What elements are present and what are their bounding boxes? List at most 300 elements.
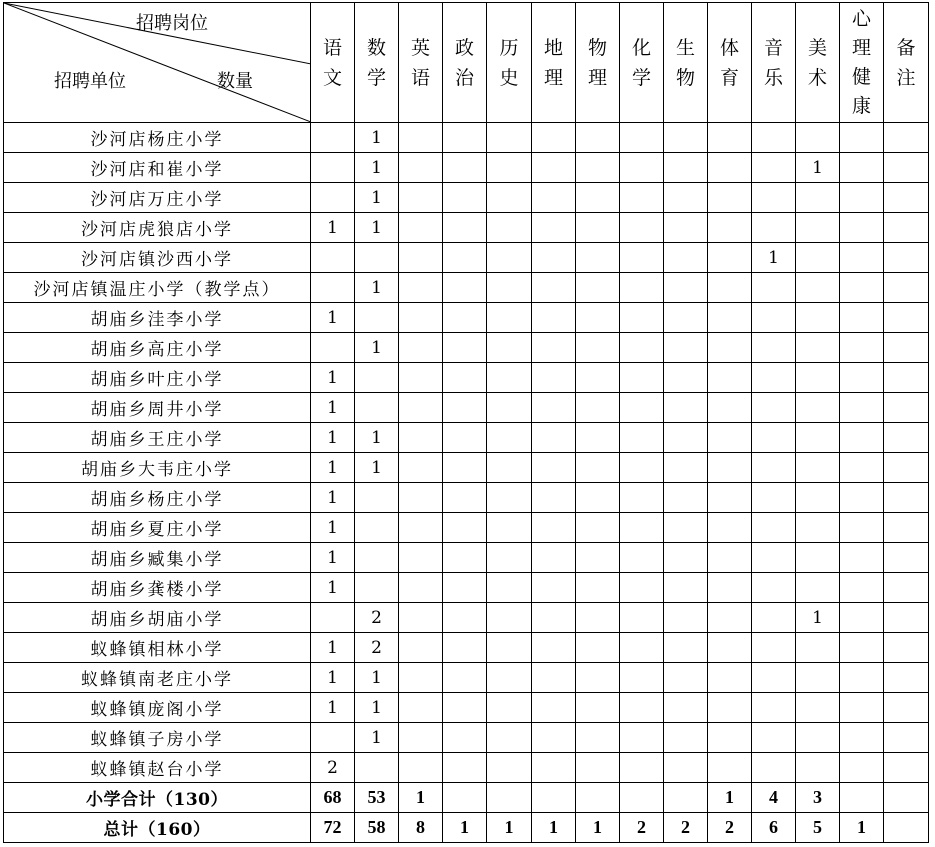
count-cell: 1 xyxy=(311,513,355,543)
count-cell xyxy=(311,273,355,303)
count-cell xyxy=(664,663,708,693)
count-cell: 1 xyxy=(355,273,399,303)
count-cell: 1 xyxy=(355,663,399,693)
count-cell xyxy=(708,363,752,393)
count-cell xyxy=(399,303,443,333)
count-cell: 1 xyxy=(532,813,576,843)
count-cell: 1 xyxy=(576,813,620,843)
count-cell: 1 xyxy=(796,153,840,183)
table-row xyxy=(4,543,929,573)
count-cell: 2 xyxy=(620,813,664,843)
count-cell xyxy=(443,543,487,573)
count-cell xyxy=(620,603,664,633)
count-cell xyxy=(840,483,884,513)
table-row xyxy=(4,573,929,603)
count-cell xyxy=(752,333,796,363)
count-cell: 1 xyxy=(355,213,399,243)
count-cell xyxy=(664,633,708,663)
count-cell xyxy=(884,813,929,843)
count-cell xyxy=(708,483,752,513)
count-cell xyxy=(576,603,620,633)
header-row xyxy=(4,3,929,123)
count-cell xyxy=(532,213,576,243)
count-cell xyxy=(532,123,576,153)
count-cell xyxy=(487,273,532,303)
unit-name-cell: 蚁蜂镇南老庄小学 xyxy=(4,663,311,693)
count-cell xyxy=(487,423,532,453)
count-cell xyxy=(664,333,708,363)
count-cell xyxy=(708,393,752,423)
count-cell xyxy=(576,183,620,213)
count-cell xyxy=(884,273,929,303)
count-cell xyxy=(664,363,708,393)
unit-name-cell: 胡庙乡高庄小学 xyxy=(4,333,311,363)
count-cell xyxy=(532,483,576,513)
count-cell: 1 xyxy=(443,813,487,843)
count-cell xyxy=(576,393,620,423)
count-cell xyxy=(840,513,884,543)
count-cell xyxy=(620,213,664,243)
subject-header: 物理 xyxy=(576,3,620,123)
subject-header: 政治 xyxy=(443,3,487,123)
count-cell xyxy=(708,123,752,153)
count-cell xyxy=(532,303,576,333)
count-cell xyxy=(576,303,620,333)
count-cell xyxy=(664,723,708,753)
count-cell xyxy=(443,633,487,663)
subject-header: 地理 xyxy=(532,3,576,123)
count-cell xyxy=(355,753,399,783)
count-cell xyxy=(443,213,487,243)
count-cell xyxy=(796,573,840,603)
unit-name-cell: 沙河店虎狼店小学 xyxy=(4,213,311,243)
count-cell xyxy=(620,633,664,663)
unit-label: 招聘单位 xyxy=(54,71,126,92)
unit-name-cell: 沙河店杨庄小学 xyxy=(4,123,311,153)
count-cell xyxy=(399,453,443,483)
count-cell xyxy=(796,123,840,153)
count-cell xyxy=(840,363,884,393)
count-cell xyxy=(620,123,664,153)
count-cell: 1 xyxy=(355,423,399,453)
count-cell: 3 xyxy=(796,783,840,813)
count-cell xyxy=(487,543,532,573)
count-cell xyxy=(752,363,796,393)
count-cell xyxy=(576,423,620,453)
count-cell xyxy=(884,453,929,483)
subject-header: 语文 xyxy=(311,3,355,123)
subject-header: 英语 xyxy=(399,3,443,123)
subject-header: 美术 xyxy=(796,3,840,123)
count-cell xyxy=(399,363,443,393)
count-cell xyxy=(443,303,487,333)
count-cell: 5 xyxy=(796,813,840,843)
unit-name-cell: 小学合计（130） xyxy=(4,783,311,813)
count-cell xyxy=(796,273,840,303)
count-cell xyxy=(532,723,576,753)
table-row xyxy=(4,243,929,273)
count-cell xyxy=(884,603,929,633)
count-cell xyxy=(664,393,708,423)
count-cell xyxy=(576,213,620,243)
count-cell: 1 xyxy=(311,573,355,603)
count-cell xyxy=(311,723,355,753)
count-cell xyxy=(620,483,664,513)
count-cell xyxy=(532,393,576,423)
table-row xyxy=(4,183,929,213)
count-cell xyxy=(620,663,664,693)
count-cell xyxy=(884,183,929,213)
count-cell xyxy=(443,753,487,783)
count-cell xyxy=(532,273,576,303)
count-cell xyxy=(399,183,443,213)
count-cell xyxy=(355,513,399,543)
count-cell: 58 xyxy=(355,813,399,843)
count-cell xyxy=(620,453,664,483)
count-cell xyxy=(708,723,752,753)
count-cell xyxy=(752,513,796,543)
count-cell xyxy=(576,123,620,153)
unit-name-cell: 胡庙乡胡庙小学 xyxy=(4,603,311,633)
count-cell xyxy=(399,513,443,543)
count-label: 数量 xyxy=(217,71,253,92)
count-cell xyxy=(796,663,840,693)
count-cell xyxy=(355,393,399,423)
count-cell xyxy=(576,483,620,513)
count-cell xyxy=(443,783,487,813)
count-cell xyxy=(884,393,929,423)
table-row xyxy=(4,153,929,183)
count-cell xyxy=(399,663,443,693)
count-cell xyxy=(487,123,532,153)
count-cell xyxy=(355,303,399,333)
count-cell xyxy=(399,573,443,603)
unit-name-cell: 胡庙乡洼李小学 xyxy=(4,303,311,333)
count-cell xyxy=(576,783,620,813)
count-cell xyxy=(532,543,576,573)
subject-header: 生物 xyxy=(664,3,708,123)
count-cell xyxy=(796,333,840,363)
table-row xyxy=(4,723,929,753)
count-cell xyxy=(576,573,620,603)
count-cell xyxy=(840,693,884,723)
subject-header: 备注 xyxy=(884,3,929,123)
count-cell xyxy=(399,753,443,783)
count-cell xyxy=(796,723,840,753)
count-cell: 1 xyxy=(355,123,399,153)
count-cell xyxy=(576,693,620,723)
count-cell xyxy=(399,153,443,183)
count-cell xyxy=(487,483,532,513)
count-cell xyxy=(355,363,399,393)
count-cell: 1 xyxy=(311,423,355,453)
count-cell: 1 xyxy=(311,393,355,423)
count-cell xyxy=(664,453,708,483)
unit-name-cell: 沙河店镇沙西小学 xyxy=(4,243,311,273)
count-cell xyxy=(840,663,884,693)
count-cell xyxy=(487,153,532,183)
count-cell xyxy=(487,333,532,363)
count-cell xyxy=(576,723,620,753)
count-cell xyxy=(399,213,443,243)
count-cell xyxy=(443,723,487,753)
table-row xyxy=(4,753,929,783)
count-cell xyxy=(487,183,532,213)
count-cell xyxy=(796,213,840,243)
count-cell: 68 xyxy=(311,783,355,813)
count-cell xyxy=(620,183,664,213)
count-cell: 1 xyxy=(355,153,399,183)
table-row xyxy=(4,693,929,723)
count-cell xyxy=(532,603,576,633)
count-cell xyxy=(355,483,399,513)
recruitment-table xyxy=(3,2,929,843)
count-cell xyxy=(708,333,752,363)
count-cell: 1 xyxy=(311,303,355,333)
count-cell xyxy=(620,513,664,543)
count-cell xyxy=(884,513,929,543)
table-row xyxy=(4,483,929,513)
count-cell xyxy=(708,513,752,543)
count-cell xyxy=(355,543,399,573)
count-cell xyxy=(664,783,708,813)
unit-name-cell: 胡庙乡叶庄小学 xyxy=(4,363,311,393)
count-cell xyxy=(752,603,796,633)
count-cell: 2 xyxy=(708,813,752,843)
count-cell xyxy=(620,363,664,393)
count-cell: 2 xyxy=(311,753,355,783)
count-cell xyxy=(443,363,487,393)
count-cell xyxy=(884,363,929,393)
count-cell xyxy=(620,573,664,603)
count-cell: 1 xyxy=(311,453,355,483)
count-cell xyxy=(884,483,929,513)
count-cell xyxy=(796,693,840,723)
count-cell xyxy=(664,153,708,183)
count-cell xyxy=(443,573,487,603)
unit-name-cell: 胡庙乡大韦庄小学 xyxy=(4,453,311,483)
count-cell xyxy=(752,183,796,213)
count-cell xyxy=(796,543,840,573)
table-row xyxy=(4,513,929,543)
unit-name-cell: 胡庙乡周井小学 xyxy=(4,393,311,423)
count-cell xyxy=(532,573,576,603)
subject-header: 音乐 xyxy=(752,3,796,123)
count-cell xyxy=(708,543,752,573)
count-cell xyxy=(840,303,884,333)
count-cell xyxy=(487,663,532,693)
count-cell xyxy=(664,303,708,333)
count-cell xyxy=(443,183,487,213)
unit-name-cell: 胡庙乡杨庄小学 xyxy=(4,483,311,513)
count-cell xyxy=(487,303,532,333)
count-cell: 1 xyxy=(708,783,752,813)
count-cell xyxy=(664,213,708,243)
table-row xyxy=(4,333,929,363)
count-cell xyxy=(840,603,884,633)
count-cell xyxy=(708,633,752,663)
count-cell xyxy=(443,153,487,183)
table-row xyxy=(4,603,929,633)
count-cell xyxy=(840,183,884,213)
count-cell xyxy=(311,153,355,183)
unit-name-cell: 总计（160） xyxy=(4,813,311,843)
count-cell xyxy=(752,753,796,783)
count-cell xyxy=(884,213,929,243)
count-cell: 2 xyxy=(664,813,708,843)
count-cell xyxy=(399,333,443,363)
count-cell: 1 xyxy=(355,453,399,483)
count-cell xyxy=(752,573,796,603)
count-cell xyxy=(620,723,664,753)
count-cell xyxy=(664,513,708,543)
count-cell xyxy=(752,633,796,663)
count-cell xyxy=(708,663,752,693)
count-cell xyxy=(840,123,884,153)
count-cell xyxy=(532,243,576,273)
count-cell xyxy=(664,603,708,633)
subject-header: 化学 xyxy=(620,3,664,123)
count-cell xyxy=(487,573,532,603)
count-cell xyxy=(664,273,708,303)
table-row xyxy=(4,273,929,303)
unit-name-cell: 沙河店和崔小学 xyxy=(4,153,311,183)
count-cell xyxy=(576,273,620,303)
count-cell: 2 xyxy=(355,633,399,663)
post-label: 招聘岗位 xyxy=(136,13,208,34)
count-cell xyxy=(840,273,884,303)
count-cell xyxy=(311,243,355,273)
count-cell xyxy=(840,243,884,273)
count-cell xyxy=(620,753,664,783)
count-cell xyxy=(620,273,664,303)
count-cell xyxy=(487,513,532,543)
count-cell xyxy=(532,153,576,183)
count-cell xyxy=(884,243,929,273)
count-cell xyxy=(796,393,840,423)
count-cell xyxy=(620,153,664,183)
count-cell xyxy=(884,693,929,723)
count-cell xyxy=(532,783,576,813)
count-cell xyxy=(752,303,796,333)
count-cell: 6 xyxy=(752,813,796,843)
count-cell xyxy=(487,693,532,723)
count-cell: 1 xyxy=(355,333,399,363)
count-cell: 72 xyxy=(311,813,355,843)
count-cell xyxy=(576,453,620,483)
unit-name-cell: 蚁蜂镇子房小学 xyxy=(4,723,311,753)
count-cell xyxy=(752,453,796,483)
subject-header: 历史 xyxy=(487,3,532,123)
count-cell xyxy=(487,633,532,663)
count-cell xyxy=(664,753,708,783)
count-cell xyxy=(884,333,929,363)
unit-name-cell: 胡庙乡王庄小学 xyxy=(4,423,311,453)
count-cell xyxy=(487,213,532,243)
count-cell xyxy=(884,723,929,753)
count-cell xyxy=(399,423,443,453)
summary-row xyxy=(4,783,929,813)
table-row xyxy=(4,363,929,393)
count-cell xyxy=(664,573,708,603)
count-cell xyxy=(443,453,487,483)
count-cell xyxy=(708,423,752,453)
count-cell xyxy=(752,723,796,753)
count-cell: 1 xyxy=(311,213,355,243)
count-cell xyxy=(487,753,532,783)
count-cell xyxy=(752,213,796,243)
count-cell xyxy=(884,153,929,183)
count-cell xyxy=(532,333,576,363)
count-cell xyxy=(796,453,840,483)
count-cell xyxy=(752,423,796,453)
count-cell xyxy=(752,543,796,573)
count-cell xyxy=(796,303,840,333)
count-cell xyxy=(708,573,752,603)
count-cell xyxy=(487,783,532,813)
count-cell xyxy=(532,663,576,693)
count-cell: 1 xyxy=(399,783,443,813)
subject-header: 心理健康 xyxy=(840,3,884,123)
count-cell xyxy=(576,153,620,183)
count-cell xyxy=(796,513,840,543)
count-cell: 1 xyxy=(355,183,399,213)
count-cell xyxy=(664,543,708,573)
count-cell xyxy=(840,393,884,423)
table-row xyxy=(4,393,929,423)
count-cell xyxy=(884,423,929,453)
count-cell xyxy=(620,393,664,423)
count-cell xyxy=(840,633,884,663)
count-cell xyxy=(840,453,884,483)
count-cell xyxy=(796,483,840,513)
count-cell xyxy=(443,513,487,543)
count-cell xyxy=(796,363,840,393)
count-cell: 2 xyxy=(355,603,399,633)
count-cell xyxy=(884,573,929,603)
count-cell xyxy=(487,393,532,423)
count-cell xyxy=(752,693,796,723)
count-cell xyxy=(620,693,664,723)
unit-name-cell: 胡庙乡龚楼小学 xyxy=(4,573,311,603)
count-cell xyxy=(840,213,884,243)
unit-name-cell: 沙河店万庄小学 xyxy=(4,183,311,213)
subject-header: 体育 xyxy=(708,3,752,123)
count-cell xyxy=(355,243,399,273)
count-cell xyxy=(576,363,620,393)
count-cell xyxy=(708,243,752,273)
count-cell xyxy=(664,423,708,453)
unit-name-cell: 蚁蜂镇赵台小学 xyxy=(4,753,311,783)
count-cell xyxy=(311,603,355,633)
count-cell xyxy=(840,333,884,363)
count-cell xyxy=(443,693,487,723)
count-cell xyxy=(620,333,664,363)
count-cell: 53 xyxy=(355,783,399,813)
count-cell xyxy=(487,603,532,633)
count-cell xyxy=(576,753,620,783)
count-cell xyxy=(884,633,929,663)
count-cell xyxy=(708,213,752,243)
unit-name-cell: 蚁蜂镇庞阁小学 xyxy=(4,693,311,723)
count-cell xyxy=(399,693,443,723)
count-cell xyxy=(443,393,487,423)
count-cell xyxy=(840,783,884,813)
count-cell: 4 xyxy=(752,783,796,813)
count-cell: 1 xyxy=(355,693,399,723)
count-cell xyxy=(840,423,884,453)
count-cell xyxy=(487,243,532,273)
